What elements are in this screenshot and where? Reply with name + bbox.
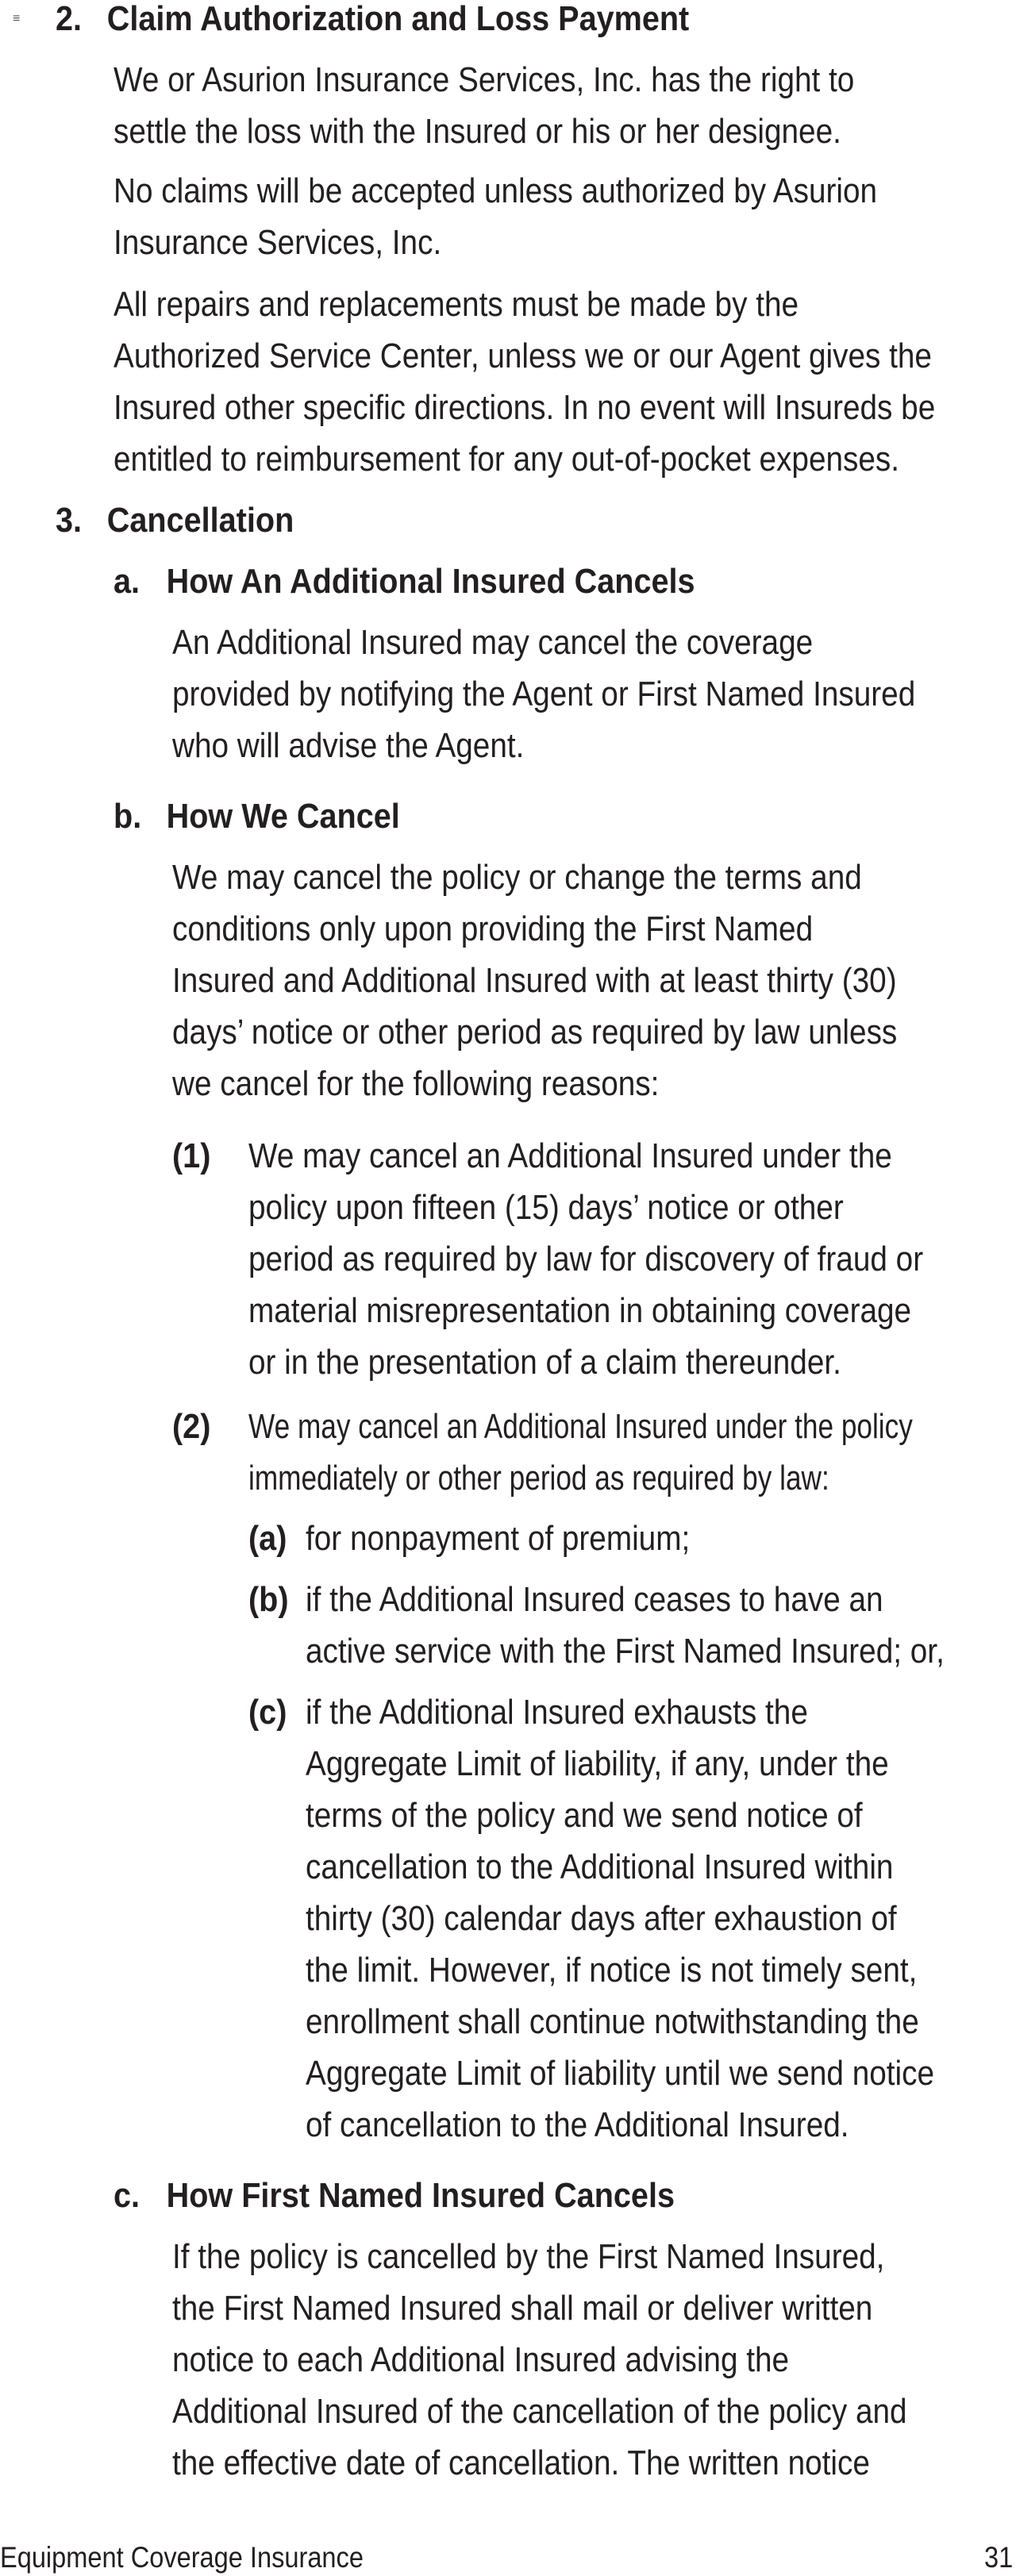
text-line: provided by notifying the Agent or First Named Insured (172, 675, 916, 713)
text-line: Additional Insured of the cancellation of the policy and (172, 2392, 907, 2431)
section-3-heading (56, 503, 294, 538)
text-line: active service with the First Named Insured; or, (306, 1632, 945, 1671)
text-line: enrollment shall continue notwithstanding the (306, 2002, 919, 2041)
subsection-c-heading (114, 2178, 675, 2213)
text-line: period as required by law for discovery of fraud or (248, 1240, 924, 1278)
text-line: days’ notice or other period as required by law unless (172, 1013, 898, 1052)
text-line: If the policy is cancelled by the First Named Insured, (172, 2237, 885, 2276)
sub-item-c-text (306, 1686, 934, 2151)
text-line: of cancellation to the Additional Insured. (306, 2105, 849, 2144)
text-line: We may cancel the policy or change the terms and (172, 858, 862, 897)
subsection-c-label: c. (114, 2176, 140, 2215)
text-line: policy upon fifteen (15) days’ notice or other (248, 1188, 844, 1227)
item-2-text (248, 1401, 913, 1504)
section-2-paragraph-2 (114, 165, 877, 268)
text-line: No claims will be accepted unless authorized by Asurion (114, 171, 878, 210)
subsection-a-label: a. (114, 562, 140, 601)
section-2-heading (56, 2, 689, 37)
section-2-paragraph-3 (114, 279, 935, 485)
subsection-c-text (172, 2231, 907, 2489)
sub-item-b-label: (b) (248, 1580, 289, 1619)
text-line: thirty (30) calendar days after exhaustion of (306, 1899, 897, 1938)
text-line: the First Named Insured shall mail or deliver written (172, 2289, 873, 2328)
sub-item-b-text (306, 1574, 945, 1677)
text-line: terms of the policy and we send notice of (306, 1796, 863, 1835)
text-line: if the Additional Insured ceases to have an (306, 1580, 883, 1619)
section-2-number: 2. (56, 0, 83, 38)
subsection-a-heading (114, 564, 695, 599)
text-line: settle the loss with the Insured or his or her designee. (114, 112, 841, 151)
text-line: if the Additional Insured exhausts the (306, 1693, 808, 1732)
text-line: Aggregate Limit of liability, if any, under the (306, 1744, 889, 1783)
text-line: we cancel for the following reasons: (172, 1064, 660, 1103)
item-2-label: (2) (172, 1407, 211, 1446)
text-line: immediately or other period as required by law: (248, 1459, 829, 1498)
sub-item-a-text (306, 1513, 690, 1564)
section-3-title: Cancellation (106, 501, 294, 540)
page-number: 31 (984, 2541, 1014, 2574)
item-1-text (248, 1130, 923, 1388)
text-line: for nonpayment of premium; (306, 1519, 691, 1558)
text-line: conditions only upon providing the First Named (172, 909, 814, 948)
sub-item-a-label: (a) (248, 1519, 287, 1558)
text-line: the effective date of cancellation. The written notice (172, 2443, 870, 2482)
section-3-number: 3. (56, 501, 83, 540)
text-line: Aggregate Limit of liability until we send notice (306, 2054, 935, 2093)
text-line: Insured other specific directions. In no event will Insureds be (114, 388, 936, 427)
text-line: the limit. However, if notice is not timely sent, (306, 1951, 918, 1990)
menu-icon: ≡ (13, 12, 21, 25)
subsection-b-label: b. (114, 797, 142, 836)
subsection-b-heading (114, 799, 400, 834)
subsection-b-text (172, 852, 897, 1109)
text-line: notice to each Additional Insured advising the (172, 2340, 790, 2379)
text-line: or in the presentation of a claim thereunder. (248, 1343, 841, 1382)
section-2-paragraph-1 (114, 54, 854, 157)
text-line: All repairs and replacements must be made by the (114, 285, 799, 324)
text-line: An Additional Insured may cancel the coverage (172, 623, 814, 662)
subsection-a-text (172, 617, 915, 771)
footer-title: Equipment Coverage Insurance (0, 2541, 364, 2574)
text-line: material misrepresentation in obtaining coverage (248, 1291, 912, 1330)
subsection-b-title: How We Cancel (166, 797, 400, 836)
text-line: We may cancel an Additional Insured under the (248, 1136, 892, 1175)
subsection-a-title: How An Additional Insured Cancels (166, 562, 695, 601)
item-1-label: (1) (172, 1136, 211, 1175)
text-line: Insurance Services, Inc. (114, 223, 442, 262)
text-line: who will advise the Agent. (172, 726, 525, 765)
text-line: cancellation to the Additional Insured within (306, 1847, 894, 1886)
sub-item-c-label: (c) (248, 1693, 287, 1732)
subsection-c-title: How First Named Insured Cancels (166, 2176, 675, 2215)
section-2-title: Claim Authorization and Loss Payment (106, 0, 690, 38)
text-line: Authorized Service Center, unless we or our Agent gives the (114, 336, 932, 375)
text-line: Insured and Additional Insured with at least thirty (30) (172, 961, 897, 1000)
text-line: We may cancel an Additional Insured under the policy (248, 1407, 913, 1446)
text-line: entitled to reimbursement for any out-of-pocket expenses. (114, 440, 900, 479)
text-line: We or Asurion Insurance Services, Inc. has the right to (114, 60, 855, 99)
